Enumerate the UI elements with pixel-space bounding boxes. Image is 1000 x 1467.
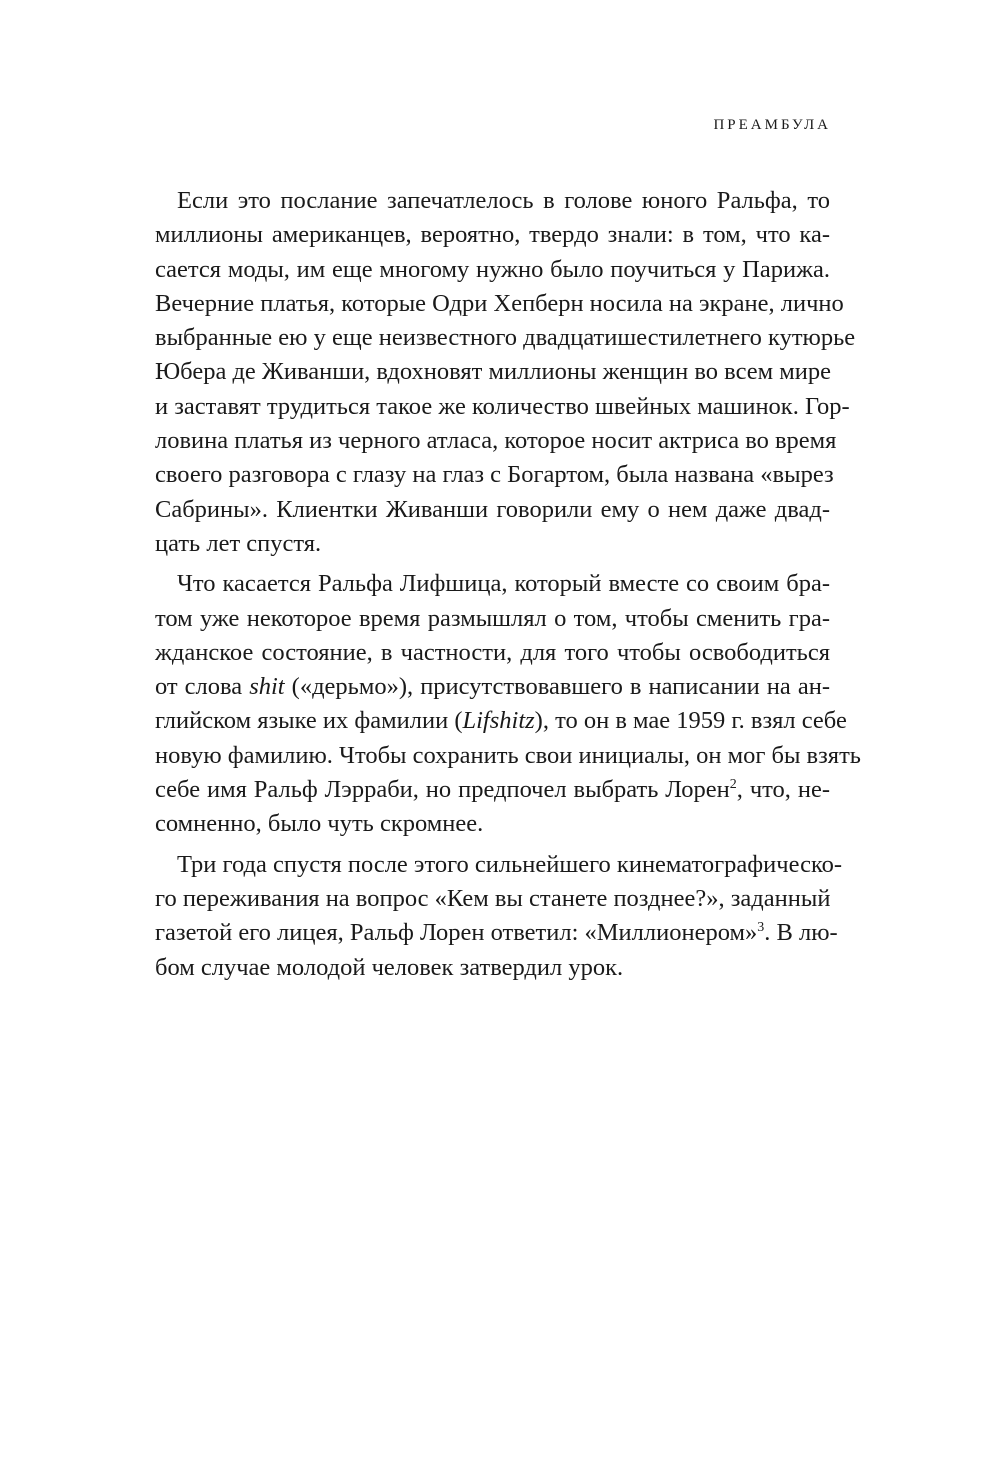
- italic-word: Lifshitz: [462, 707, 535, 735]
- text-line: [155, 670, 830, 704]
- text-line: новую фамилию. Чтобы сохранить свои инициалы, он мог бы взять: [155, 741, 861, 769]
- paragraph: [155, 184, 856, 561]
- text-fragment: . В лю-: [764, 919, 838, 947]
- text-line: го переживания на вопрос «Кем вы станете позднее?», заданный: [155, 884, 831, 912]
- text-line: ловина платья из черного атласа, которое носит актриса во время: [155, 427, 837, 455]
- text-line: [155, 773, 830, 807]
- text-fragment: от слова: [155, 673, 250, 701]
- text-line: жданское состояние, в частности, для того чтобы освободиться: [155, 638, 830, 666]
- paragraph: [155, 567, 861, 841]
- italic-word: shit: [249, 673, 285, 701]
- text-line: Что касается Ральфа Лифшица, который вместе со своим бра-: [177, 570, 830, 598]
- text-line: Сабрины». Клиентки Живанши говорили ему о нем даже двад-: [155, 495, 830, 523]
- text-line: сается моды, им еще многому нужно было поучиться у Парижа.: [155, 255, 830, 283]
- text-fragment: («дерьмо»), присутствовавшего в написании на ан-: [284, 673, 830, 701]
- text-fragment: ), то он в мае 1959 г. взял себе: [534, 707, 847, 735]
- footnote-marker: 2: [729, 777, 737, 793]
- paragraph: [155, 848, 843, 985]
- text-line: Если это послание запечатлелось в голове юного Ральфа, то: [177, 187, 830, 214]
- running-head: ПРЕАМБУЛА: [713, 117, 831, 133]
- text-line: и заставят трудиться такое же количество швейных машинок. Гор-: [155, 392, 850, 420]
- text-line: Юбера де Живанши, вдохновят миллионы женщин во всем мире: [155, 358, 831, 386]
- footnote-marker: 3: [757, 920, 765, 936]
- text-line: [155, 916, 838, 950]
- text-fragment: , что, не-: [736, 776, 830, 804]
- text-line: Три года спустя после этого сильнейшего кинематографическо-: [177, 850, 843, 878]
- text-line: том уже некоторое время размышлял о том, чтобы сменить гра-: [155, 604, 830, 632]
- text-line: выбранные ею у еще неизвестного двадцатишестилетнего кутюрье: [155, 324, 856, 352]
- text-line: [155, 704, 847, 738]
- text-line: Вечерние платья, которые Одри Хепберн носила на экране, лично: [155, 289, 844, 317]
- text-fragment: газетой его лицея, Ральф Лорен ответил: «Миллионером»: [155, 919, 758, 947]
- text-line: сомненно, было чуть скромнее.: [155, 810, 484, 838]
- text-line: цать лет спустя.: [155, 529, 322, 557]
- text-line: своего разговора с глазу на глаз с Богартом, была названа «вырез: [155, 461, 834, 489]
- body-text: [155, 184, 861, 991]
- text-fragment: глийском языке их фамилии (: [155, 707, 463, 735]
- text-line: бом случае молодой человек затвердил урок.: [155, 953, 624, 981]
- text-line: миллионы американцев, вероятно, твердо знали: в том, что ка-: [155, 221, 830, 249]
- text-fragment: себе имя Ральф Лэрраби, но предпочел выбрать Лорен: [155, 776, 730, 804]
